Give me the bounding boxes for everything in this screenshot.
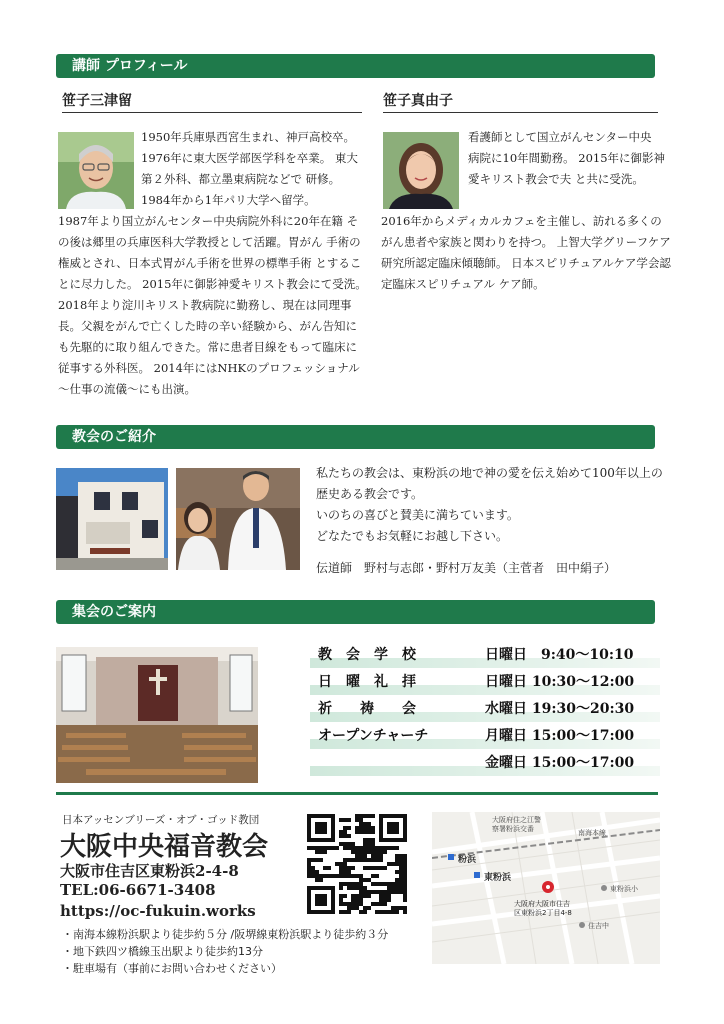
schedule-time: 金曜日 15:00～17:00 (485, 755, 635, 771)
schedule-time: 月曜日 15:00～17:00 (485, 728, 635, 744)
person1-bio-line: 従事する外科医。 2014年にはNHKのプロフェッショナル (58, 361, 360, 375)
schedule-label: 日 曜 礼 拝 (318, 674, 416, 690)
person1-bio-line: 2018年より淀川キリスト教病院に勤務し、現在は同理事 (58, 298, 352, 312)
church-url[interactable]: https://oc-fukuin.works (60, 902, 256, 920)
person1-bio-line: とに尽力した。 2015年に御影神愛キリスト教会にて受洗。 (58, 277, 367, 291)
person2-name: 笹子真由子 (383, 93, 453, 109)
church-building-photo (56, 468, 168, 570)
footer-rule (56, 792, 658, 795)
person1-bio-line: 1987年より国立がんセンター中央病院外科に20年在籍 そ (58, 214, 359, 228)
person1-name: 笹子三津留 (62, 93, 132, 109)
map-label-school: 東粉浜小 (610, 885, 638, 893)
church-tel: TEL:06-6671-3408 (60, 881, 216, 899)
schedule-label: オープンチャーチ (318, 728, 429, 744)
person2-bio-line: 看護師として国立がんセンター中央 (468, 130, 652, 144)
person1-underline (62, 112, 362, 113)
schedule-time: 日曜日 10:30～12:00 (485, 674, 635, 690)
schedule-time: 水曜日 19:30～20:30 (485, 701, 635, 717)
person2-bio-line: 研究所認定臨床傾聴師。 日本スピリチュアルケア学会認 (381, 256, 671, 270)
person1-bio-line: 1950年兵庫県西宮生まれ、神戸高校卒。 (141, 130, 355, 144)
schedule-row (310, 702, 660, 720)
church-intro-line: 私たちの教会は、東粉浜の地で神の愛を伝え始めて100年以上の (316, 466, 663, 480)
map-label-station1: 粉浜 (458, 855, 477, 865)
church-intro-line: 歴史ある教会です。 (316, 487, 424, 501)
person2-bio-line: がん患者や家族と関わりを持つ。 上智大学グリーフケア (381, 235, 671, 249)
schedule-label: 教 会 学 校 (318, 647, 416, 663)
schedule-row (310, 756, 660, 774)
person1-bio-line: ～仕事の流儀～にも出演。 (58, 382, 196, 396)
access-line: ・地下鉄四ツ橋線玉出駅より徒歩約13分 (62, 945, 263, 958)
church-header: 教会のご紹介 (56, 425, 655, 449)
access-line: ・駐車場有（事前にお問い合わせください） (62, 962, 282, 975)
person1-photo (58, 132, 134, 209)
person1-bio-line: 権威とされ、日本式胃がん手術を世界の標準手術 とするこ (58, 256, 362, 270)
pastors-line: 伝道師 野村与志郎・野村万友美（主菅者 田中絹子） (316, 561, 617, 575)
meetings-header: 集会のご案内 (56, 600, 655, 624)
person2-photo (383, 132, 459, 209)
schedule-row (310, 648, 660, 666)
person2-underline (383, 112, 658, 113)
person2-bio-line: 愛キリスト教会で夫 と共に受洗。 (468, 172, 644, 186)
map-label-station2: 東粉浜 (484, 873, 512, 883)
schedule-label: 祈 祷 会 (318, 701, 416, 717)
chapel-interior-photo (56, 647, 258, 783)
profile-header: 講師 プロフィール (56, 54, 655, 78)
church-intro-line: いのちの喜びと賛美に満ちています。 (316, 508, 519, 522)
person1-bio-line: 第２外科、都立墨東病院などで 研修。 (141, 172, 341, 186)
person1-bio-line: 長。父親をがんで亡くした時の辛い経験から、がん告知に (58, 319, 357, 333)
person2-bio-line: 定臨床スピリチュアル ケア師。 (381, 277, 545, 291)
person2-bio-line: 2016年からメディカルカフェを主催し、訪れる多くの (381, 214, 662, 228)
person1-bio-line: 1984年から1年パリ大学へ留学。 (141, 193, 316, 207)
church-address: 大阪市住吉区東粉浜2-4-8 (60, 862, 239, 880)
church-intro-line: どなたでもお気軽にお越し下さい。 (316, 529, 509, 543)
map-label-pin: 大阪府大阪市住吉 区東粉浜2丁目4-8 (514, 900, 572, 917)
schedule-row (310, 729, 660, 747)
church-name: 大阪中央福音教会 (60, 832, 269, 862)
schedule-row (310, 675, 660, 693)
area-map[interactable] (432, 812, 660, 964)
schedule-time: 日曜日 9:40～10:10 (485, 647, 634, 663)
access-line: ・南海本線粉浜駅より徒歩約５分 /阪堺線東粉浜駅より徒歩約３分 (62, 928, 389, 941)
person1-bio-line: の後は郷里の兵庫医科大学教授として活躍。胃がん 手術の (58, 235, 361, 249)
map-label-police: 大阪府住之江警 察署粉浜交番 (492, 816, 541, 833)
person1-bio-line: も先駆的に取り組んできた。常に患者目線をもって臨床に (58, 340, 357, 354)
person1-bio-line: 1976年に東大医学部医学科を卒業。 東大 (141, 151, 358, 165)
qr-code[interactable] (307, 814, 407, 914)
map-label-line: 南海本線 (578, 829, 606, 837)
map-label-jhs: 住吉中 (588, 922, 609, 930)
person2-bio-line: 病院に10年間勤務。 2015年に御影神 (468, 151, 666, 165)
denomination: 日本アッセンブリーズ・オブ・ゴッド教団 (62, 814, 260, 826)
pastors-photo (176, 468, 300, 570)
